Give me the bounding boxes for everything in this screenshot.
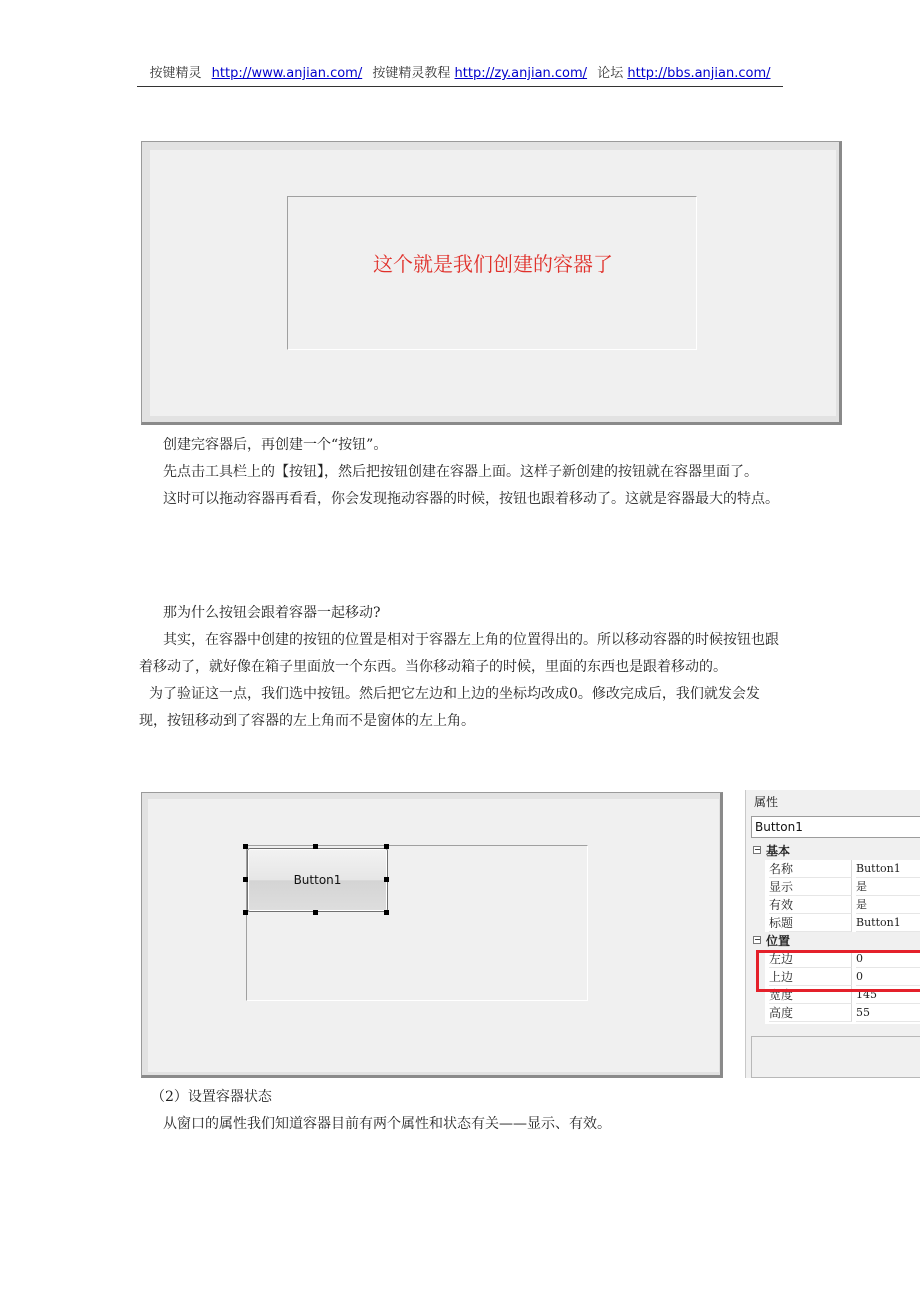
property-key: 宽度 (769, 986, 852, 1004)
button1-control[interactable]: Button1 (247, 848, 388, 912)
header-link-main[interactable]: http://www.anjian.com/ (211, 66, 363, 81)
selection-handle[interactable] (313, 910, 318, 915)
property-value[interactable]: 是 (856, 878, 920, 896)
header-label-anjian: 按键精灵 (149, 66, 202, 81)
selection-handle[interactable] (243, 910, 248, 915)
property-value[interactable]: 0 (856, 968, 920, 986)
collapse-icon[interactable]: − (754, 845, 761, 854)
property-value[interactable]: Button1 (856, 914, 920, 932)
property-row-visible[interactable] (751, 878, 920, 896)
property-key: 有效 (769, 896, 852, 914)
property-value[interactable]: 是 (856, 896, 920, 914)
property-key: 名称 (769, 860, 852, 878)
property-row-caption[interactable] (751, 914, 920, 932)
selection-handle[interactable] (384, 910, 389, 915)
paragraph: 其实，在容器中创建的按钮的位置是相对于容器左上角的位置得出的。所以移动容器的时候按钮也跟着移动了，就好像在箱子里面放一个东西。当你移动箱子的时候，里面的东西也是跟着移动的。 (139, 632, 779, 675)
paragraph: 为了验证这一点，我们选中按钮。然后把它左边和上边的坐标均改成0。修改完成后，我们就发会发现，按钮移动到了容器的左上角而不是窗体的左上角。 (139, 686, 760, 729)
selection-handle[interactable] (384, 877, 389, 882)
paragraph: 创建完容器后，再创建一个“按钮”。 (163, 437, 388, 453)
property-value[interactable]: 145 (856, 986, 920, 1004)
category-label: 基本 (766, 844, 791, 858)
property-row-height[interactable] (751, 1004, 920, 1022)
window-client-area (148, 799, 719, 1072)
property-panel (745, 790, 920, 1078)
category-label: 位置 (766, 934, 791, 948)
property-value[interactable]: 55 (856, 1004, 920, 1022)
property-key: 标题 (769, 914, 852, 932)
property-value[interactable]: Button1 (856, 860, 920, 878)
screenshot-container-window (141, 141, 842, 425)
selection-handle[interactable] (313, 844, 318, 849)
container-annotation: 这个就是我们创建的容器了 (373, 252, 613, 276)
category-basic[interactable] (751, 842, 920, 860)
collapse-icon[interactable]: − (754, 935, 761, 944)
body-text-2 (139, 600, 785, 735)
paragraph: 那为什么按钮会跟着容器一起移动? (163, 605, 381, 621)
header-label-forum: 论坛 (597, 66, 624, 81)
header-link-tutorial[interactable]: http://zy.anjian.com/ (454, 66, 588, 81)
selection-handle[interactable] (243, 844, 248, 849)
property-row-enabled[interactable] (751, 896, 920, 914)
property-key: 上边 (769, 968, 852, 986)
property-key: 显示 (769, 878, 852, 896)
body-text-3 (139, 1084, 785, 1138)
property-value[interactable]: 0 (856, 950, 920, 968)
container-control[interactable] (287, 196, 697, 350)
property-grid (751, 842, 920, 1024)
window-client-area (150, 150, 836, 416)
paragraph: 这时可以拖动容器再看看，你会发现拖动容器的时候，按钮也跟着移动了。这就是容器最大的特点。 (163, 491, 779, 507)
section-heading: （2）设置容器状态 (151, 1089, 272, 1105)
page-header (137, 64, 783, 87)
category-position[interactable] (751, 932, 920, 950)
property-description-area (751, 1036, 920, 1078)
body-text-1 (139, 432, 785, 513)
paragraph: 从窗口的属性我们知道容器目前有两个属性和状态有关——显示、有效。 (163, 1116, 611, 1132)
property-key: 左边 (769, 950, 852, 968)
header-label-tutorial: 按键精灵教程 (372, 66, 451, 81)
screenshot-button-in-container (141, 792, 723, 1078)
highlight-box (756, 950, 920, 992)
property-row-name[interactable] (751, 860, 920, 878)
paragraph: 先点击工具栏上的【按钮】，然后把按钮创建在容器上面。这样子新创建的按钮就在容器里面了。 (163, 464, 758, 480)
property-panel-title: 属性 (754, 795, 779, 809)
container-control[interactable] (246, 845, 588, 1001)
property-key: 高度 (769, 1004, 852, 1022)
header-link-forum[interactable]: http://bbs.anjian.com/ (627, 66, 771, 81)
object-selector[interactable]: Button1 (751, 816, 920, 838)
selection-handle[interactable] (384, 844, 389, 849)
selection-handle[interactable] (243, 877, 248, 882)
